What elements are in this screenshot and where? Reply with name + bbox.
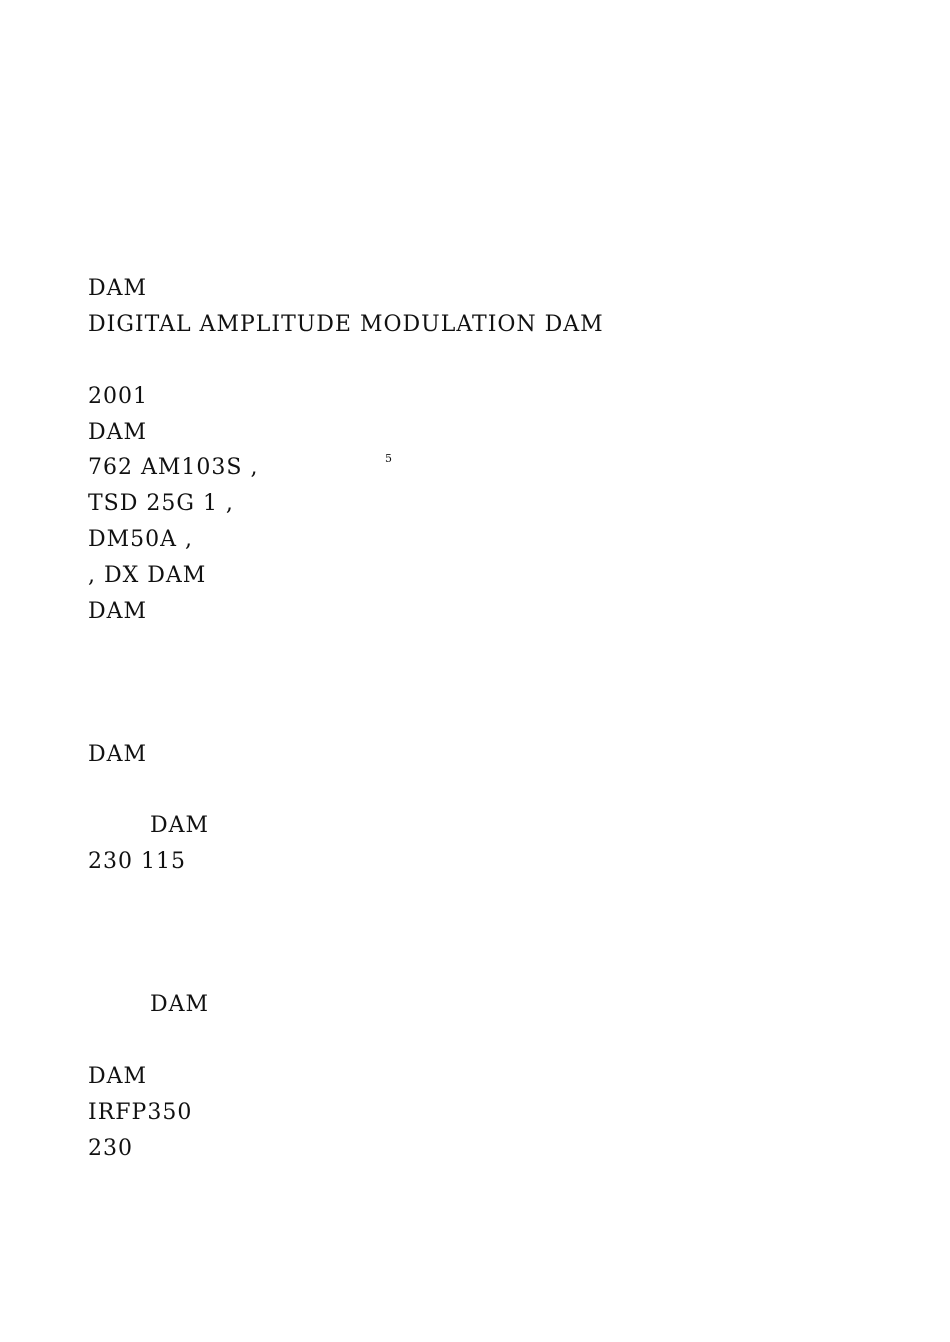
text-line	[88, 880, 778, 916]
text-line: DAM	[88, 1063, 148, 1089]
text-line: 762 AM103S ,	[88, 455, 259, 481]
text-line	[88, 1166, 778, 1202]
text-line	[88, 200, 778, 236]
text-line	[88, 236, 778, 272]
text-line	[88, 916, 778, 952]
text-line	[88, 343, 778, 379]
document-body	[88, 164, 778, 1202]
text-line	[88, 164, 778, 200]
text-line	[88, 952, 778, 988]
text-line	[88, 629, 778, 665]
text-line	[88, 701, 778, 737]
text-line: , DX DAM	[88, 562, 207, 588]
text-line: 230	[88, 1135, 133, 1161]
text-line: DAM	[150, 992, 210, 1018]
superscript-marker: 5	[385, 452, 392, 465]
text-line: DM50A ,	[88, 526, 194, 552]
text-line	[88, 665, 778, 701]
text-line: DAM	[88, 598, 148, 624]
text-line: DAM	[88, 276, 148, 302]
text-line: TSD 25G 1 ,	[88, 491, 234, 517]
text-line: 2001	[88, 383, 148, 409]
text-line: DAM	[88, 419, 148, 445]
text-line: 230 115	[88, 849, 186, 875]
text-line: DAM	[88, 741, 148, 767]
text-line	[88, 773, 778, 809]
text-line: DIGITAL AMPLITUDE MODULATION DAM	[88, 312, 604, 338]
text-line	[88, 1023, 778, 1059]
text-line: IRFP350	[88, 1099, 193, 1125]
text-line: DAM	[150, 813, 210, 839]
